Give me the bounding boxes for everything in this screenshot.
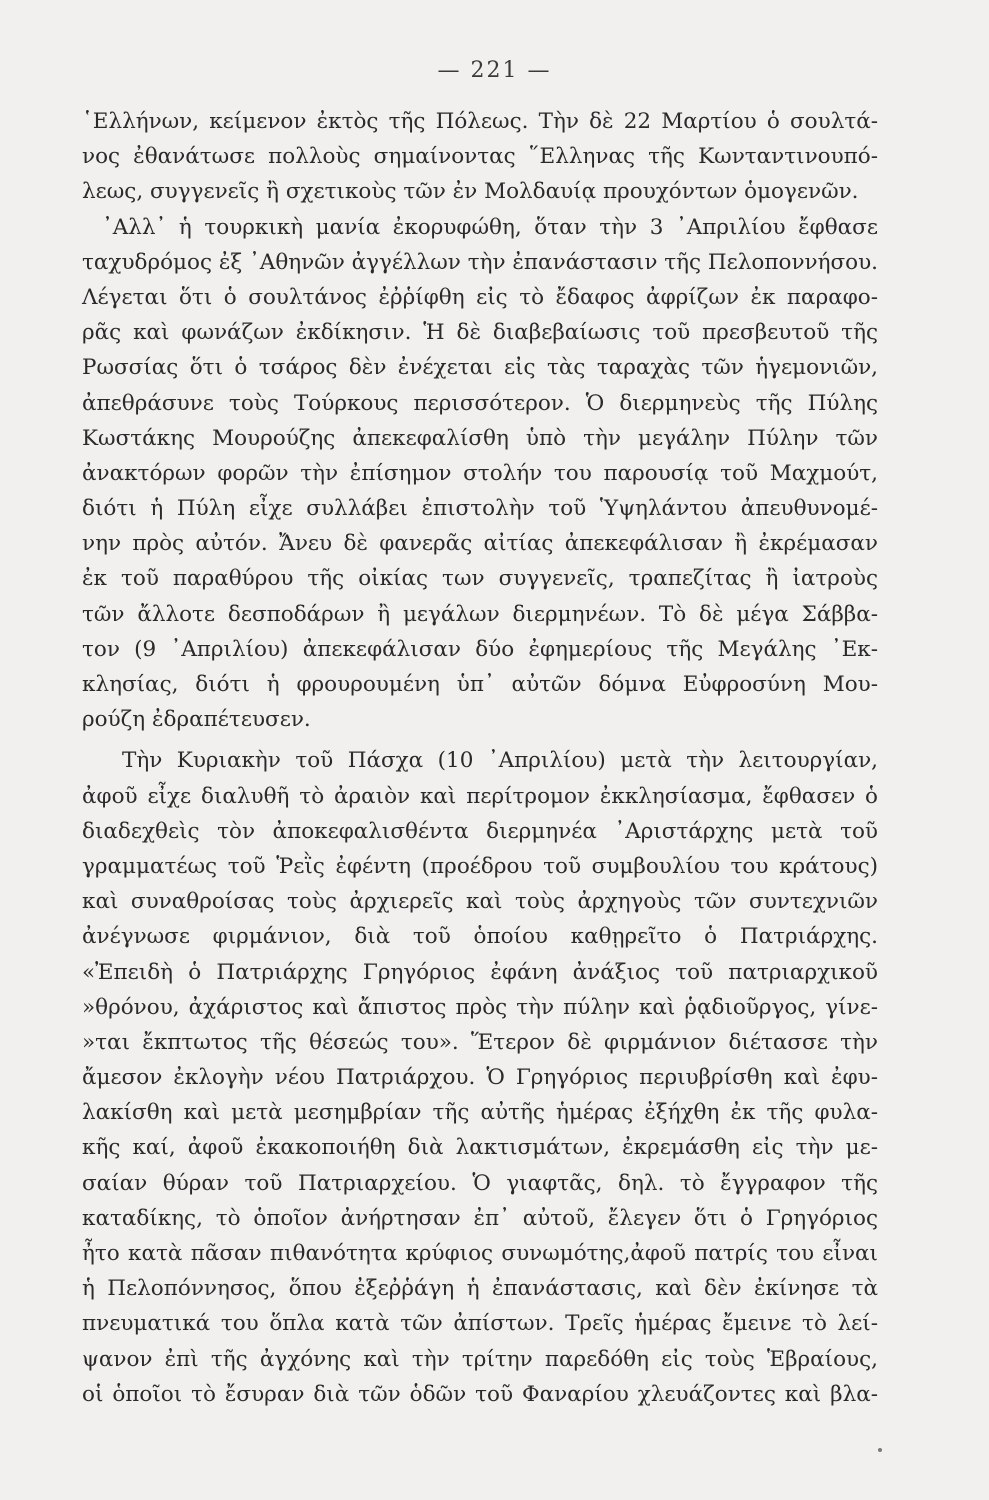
text-line: καὶ συναθροίσας τοὺς ἀρχιερεῖς καὶ τοὺς ἀρχηγοὺς τῶν συντεχνιῶν <box>82 889 878 915</box>
text-line: ἐκ τοῦ παραθύρου τῆς οἰκίας των συγγενεῖς, τραπεζίτας ἢ ἰατροὺς <box>82 566 878 592</box>
text-line: κῆς καί, ἀφοῦ ἐκακοποιήθη διὰ λακτισμάτων, ἐκρεμάσθη εἰς τὴν με- <box>82 1135 878 1161</box>
text-line: νην πρὸς αὐτόν. Ἄνευ δὲ φανερᾶς αἰτίας ἀπεκεφάλισαν ἢ ἐκρέμασαν <box>82 531 878 557</box>
text-line: τον (9 ᾿Απριλίου) ἀπεκεφάλισαν δύο ἐφημερίους τῆς Μεγάλης ᾿Εκ- <box>82 636 878 662</box>
text-line: πνευματικά του ὅπλα κατὰ τῶν ἀπίστων. Τρεῖς ἡμέρας ἔμεινε τὸ λεί- <box>82 1311 878 1337</box>
text-line: »θρόνου, ἀχάριστος καὶ ἄπιστος πρὸς τὴν πύλην καὶ ῥᾳδιοῦργος, γίνε- <box>82 994 878 1020</box>
text-line: ταχυδρόμος ἐξ ᾿Αθηνῶν ἀγγέλλων τὴν ἐπανάστασιν τῆς Πελοποννήσου. <box>82 249 878 275</box>
text-line: διαδεχθεὶς τὸν ἀποκεφαλισθέντα διερμηνέα ᾿Αριστάρχης μετὰ τοῦ <box>82 818 878 844</box>
text-line: «Ἐπειδὴ ὁ Πατριάρχης Γρηγόριος ἐφάνη ἀνάξιος τοῦ πατριαρχικοῦ <box>82 959 878 985</box>
text-line: »ται ἔκπτωτος τῆς θέσεώς του». Ἕτερον δὲ φιρμάνιον διέτασσε τὴν <box>82 1029 878 1055</box>
text-line: σαίαν θύραν τοῦ Πατριαρχείου. Ὁ γιαφτᾶς, δηλ. τὸ ἔγγραφον τῆς <box>82 1170 878 1196</box>
text-line: ῾Ελλήνων, κείμενον ἐκτὸς τῆς Πόλεως. Τὴν δὲ 22 Μαρτίου ὁ σουλτά- <box>82 109 878 134</box>
body-text <box>82 104 878 1412</box>
text-line: Ρωσσίας ὅτι ὁ τσάρος δὲν ἐνέχεται εἰς τὰς ταραχὰς τῶν ἡγεμονιῶν, <box>82 355 878 381</box>
ink-speck <box>878 1448 882 1452</box>
text-line: ἀπεθράσυνε τοὺς Τούρκους περισσότερον. Ὁ διερμηνεὺς τῆς Πύλης <box>82 390 878 416</box>
text-line: ρούζη ἐδραπέτευσεν. <box>82 707 311 733</box>
text-line: οἱ ὁποῖοι τὸ ἔσυραν διὰ τῶν ὁδῶν τοῦ Φαναρίου χλευάζοντες καὶ βλα- <box>82 1381 878 1407</box>
text-line: Κωστάκης Μουρούζης ἀπεκεφαλίσθη ὑπὸ τὴν μεγάλην Πύλην τῶν <box>82 425 878 451</box>
text-line: ψανον ἐπὶ τῆς ἀγχόνης καὶ τὴν τρίτην παρεδόθη εἰς τοὺς Ἑβραίους, <box>82 1346 878 1372</box>
text-line: ἄμεσον ἐκλογὴν νέου Πατριάρχου. Ὁ Γρηγόριος περιυβρίσθη καὶ ἐφυ- <box>82 1065 878 1091</box>
text-line: ἡ Πελοπόννησος, ὅπου ἐξεῤῥάγη ἡ ἐπανάστασις, καὶ δὲν ἐκίνησε τὰ <box>82 1276 878 1302</box>
text-line: γραμματέως τοῦ Ῥεῒς ἐφέντη (προέδρου τοῦ συμβουλίου του κράτους) <box>82 853 878 879</box>
text-line: τῶν ἄλλοτε δεσποδάρων ἢ μεγάλων διερμηνέων. Τὸ δὲ μέγα Σάββα- <box>82 601 878 627</box>
text-line: νος ἐθανάτωσε πολλοὺς σημαίνοντας ῞Ελληνας τῆς Κωνταντινουπό- <box>82 144 878 170</box>
text-line: λακίσθη καὶ μετὰ μεσημβρίαν τῆς αὐτῆς ἡμέρας ἐξήχθη ἐκ τῆς φυλα- <box>82 1100 878 1126</box>
text-line: διότι ἡ Πύλη εἶχε συλλάβει ἐπιστολὴν τοῦ Ὑψηλάντου ἀπευθυνομέ- <box>82 496 878 522</box>
text-line: ἀφοῦ εἶχε διαλυθῆ τὸ ἀραιὸν καὶ περίτρομον ἐκκλησίασμα, ἔφθασεν ὁ <box>82 783 878 809</box>
text-line: ἀνέγνωσε φιρμάνιον, διὰ τοῦ ὁποίου καθῃρεῖτο ὁ Πατριάρχης. <box>82 924 878 950</box>
text-line: ρᾶς καὶ φωνάζων ἐκδίκησιν. Ἡ δὲ διαβεβαίωσις τοῦ πρεσβευτοῦ τῆς <box>82 320 878 346</box>
text-line: ἦτο κατὰ πᾶσαν πιθανότητα κρύφιος συνωμότης,ἀφοῦ πατρίς του εἶναι <box>82 1241 878 1266</box>
text-line: Λέγεται ὅτι ὁ σουλτάνος ἐῤῥίφθη εἰς τὸ ἔδαφος ἀφρίζων ἐκ παραφο- <box>82 284 878 310</box>
text-line: ἀνακτόρων φορῶν τὴν ἐπίσημον στολήν του παρουσίᾳ τοῦ Μαχμούτ, <box>82 460 878 486</box>
text-line: ᾿Αλλ᾿ ἡ τουρκικὴ μανία ἐκορυφώθη, ὅταν τὴν 3 ᾿Απριλίου ἔφθασε <box>102 214 878 240</box>
text-line: λεως, συγγενεῖς ἢ σχετικοὺς τῶν ἐν Μολδαυίᾳ προυχόντων ὁμογενῶν. <box>82 179 859 205</box>
text-line: Τὴν Κυριακὴν τοῦ Πάσχα (10 ᾿Απριλίου) μετὰ τὴν λειτουργίαν, <box>122 748 878 774</box>
text-line: κλησίας, διότι ἡ φρουρουμένη ὑπ᾿ αὐτῶν δόμνα Εὐφροσύνη Μου- <box>82 672 878 697</box>
text-line: καταδίκης, τὸ ὁποῖον ἀνήρτησαν ἐπ᾿ αὐτοῦ, ἔλεγεν ὅτι ὁ Γρηγόριος <box>82 1205 878 1231</box>
page-number: — 221 — <box>437 58 552 83</box>
